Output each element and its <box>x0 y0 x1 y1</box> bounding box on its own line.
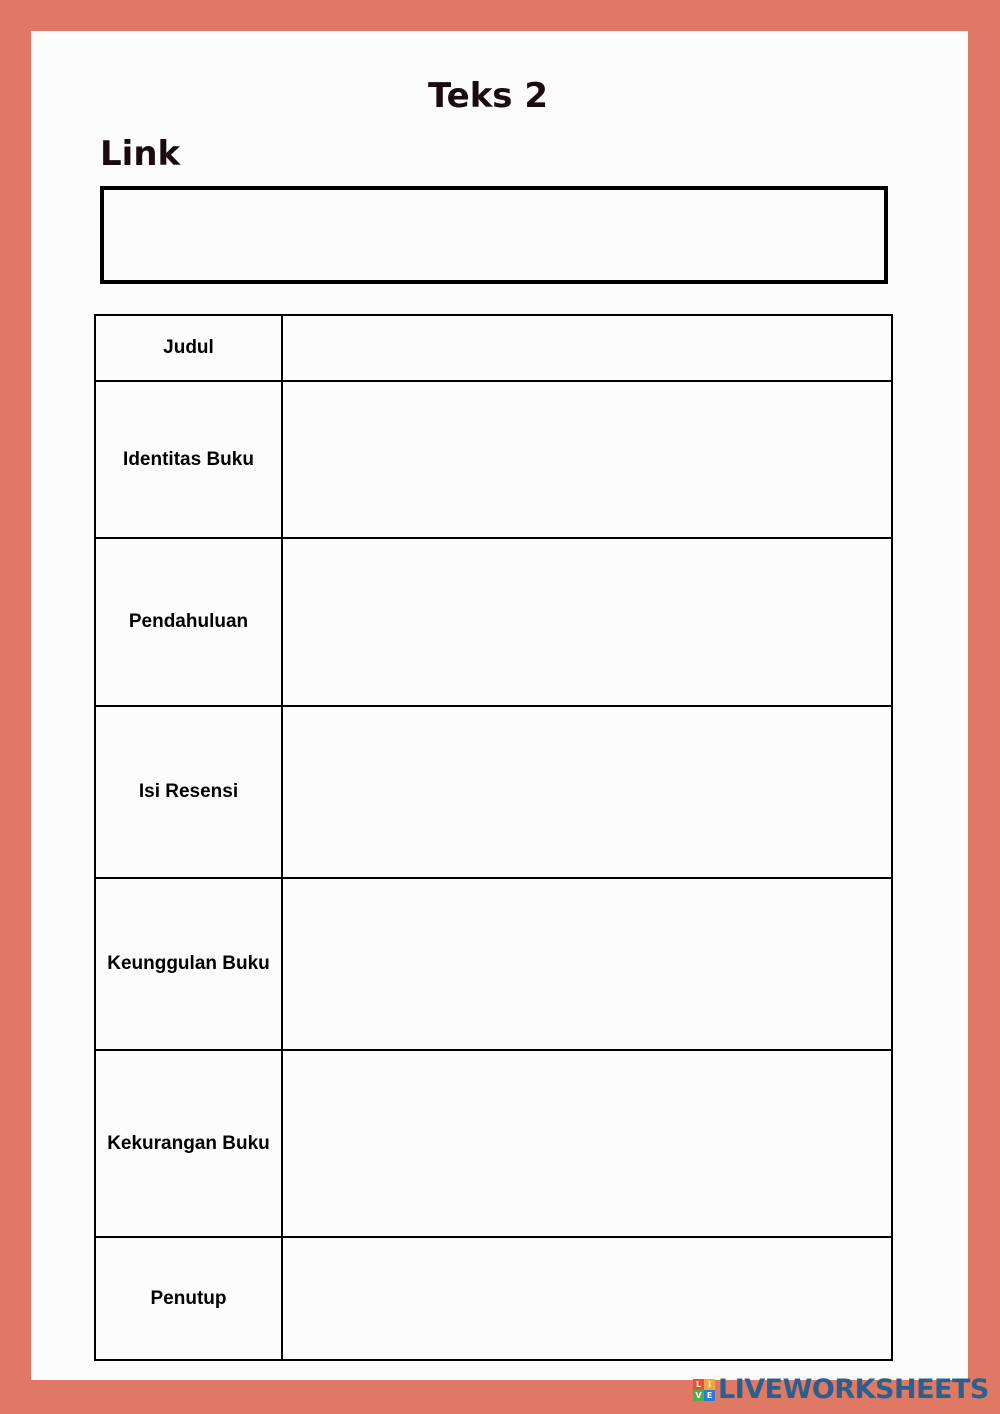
row-label-identitas-buku: Identitas Buku <box>95 381 282 538</box>
row-label-keunggulan-buku: Keunggulan Buku <box>95 878 282 1050</box>
answer-cell-isi-resensi[interactable] <box>282 706 892 878</box>
row-label-isi-resensi: Isi Resensi <box>95 706 282 878</box>
table-row-keunggulan-buku <box>95 878 892 1050</box>
row-label-pendahuluan: Pendahuluan <box>95 538 282 706</box>
answer-cell-identitas-buku[interactable] <box>282 381 892 538</box>
logo-letter-v: V <box>693 1390 704 1401</box>
row-label-kekurangan-buku: Kekurangan Buku <box>95 1050 282 1237</box>
page-title: Teks 2 <box>427 76 549 116</box>
answer-cell-pendahuluan[interactable] <box>282 538 892 706</box>
liveworksheets-logo-icon <box>693 1379 715 1401</box>
liveworksheets-brand <box>693 1375 989 1405</box>
answer-cell-kekurangan-buku[interactable] <box>282 1050 892 1237</box>
table-row-pendahuluan <box>95 538 892 706</box>
logo-letter-l: L <box>693 1379 704 1390</box>
link-label: Link <box>100 134 181 174</box>
table-row-penutup <box>95 1237 892 1360</box>
logo-letter-e: E <box>704 1390 715 1401</box>
answer-cell-judul[interactable] <box>282 315 892 381</box>
table-row-identitas-buku <box>95 381 892 538</box>
answer-cell-penutup[interactable] <box>282 1237 892 1360</box>
table-row-isi-resensi <box>95 706 892 878</box>
logo-letter-i: I <box>704 1379 715 1390</box>
link-input-box[interactable] <box>100 186 888 284</box>
table-row-judul <box>95 315 892 381</box>
answer-cell-keunggulan-buku[interactable] <box>282 878 892 1050</box>
table-row-kekurangan-buku <box>95 1050 892 1237</box>
liveworksheets-wordmark: LIVEWORKSHEETS <box>718 1374 989 1405</box>
row-label-judul: Judul <box>95 315 282 381</box>
review-table <box>94 314 893 1361</box>
row-label-penutup: Penutup <box>95 1237 282 1360</box>
